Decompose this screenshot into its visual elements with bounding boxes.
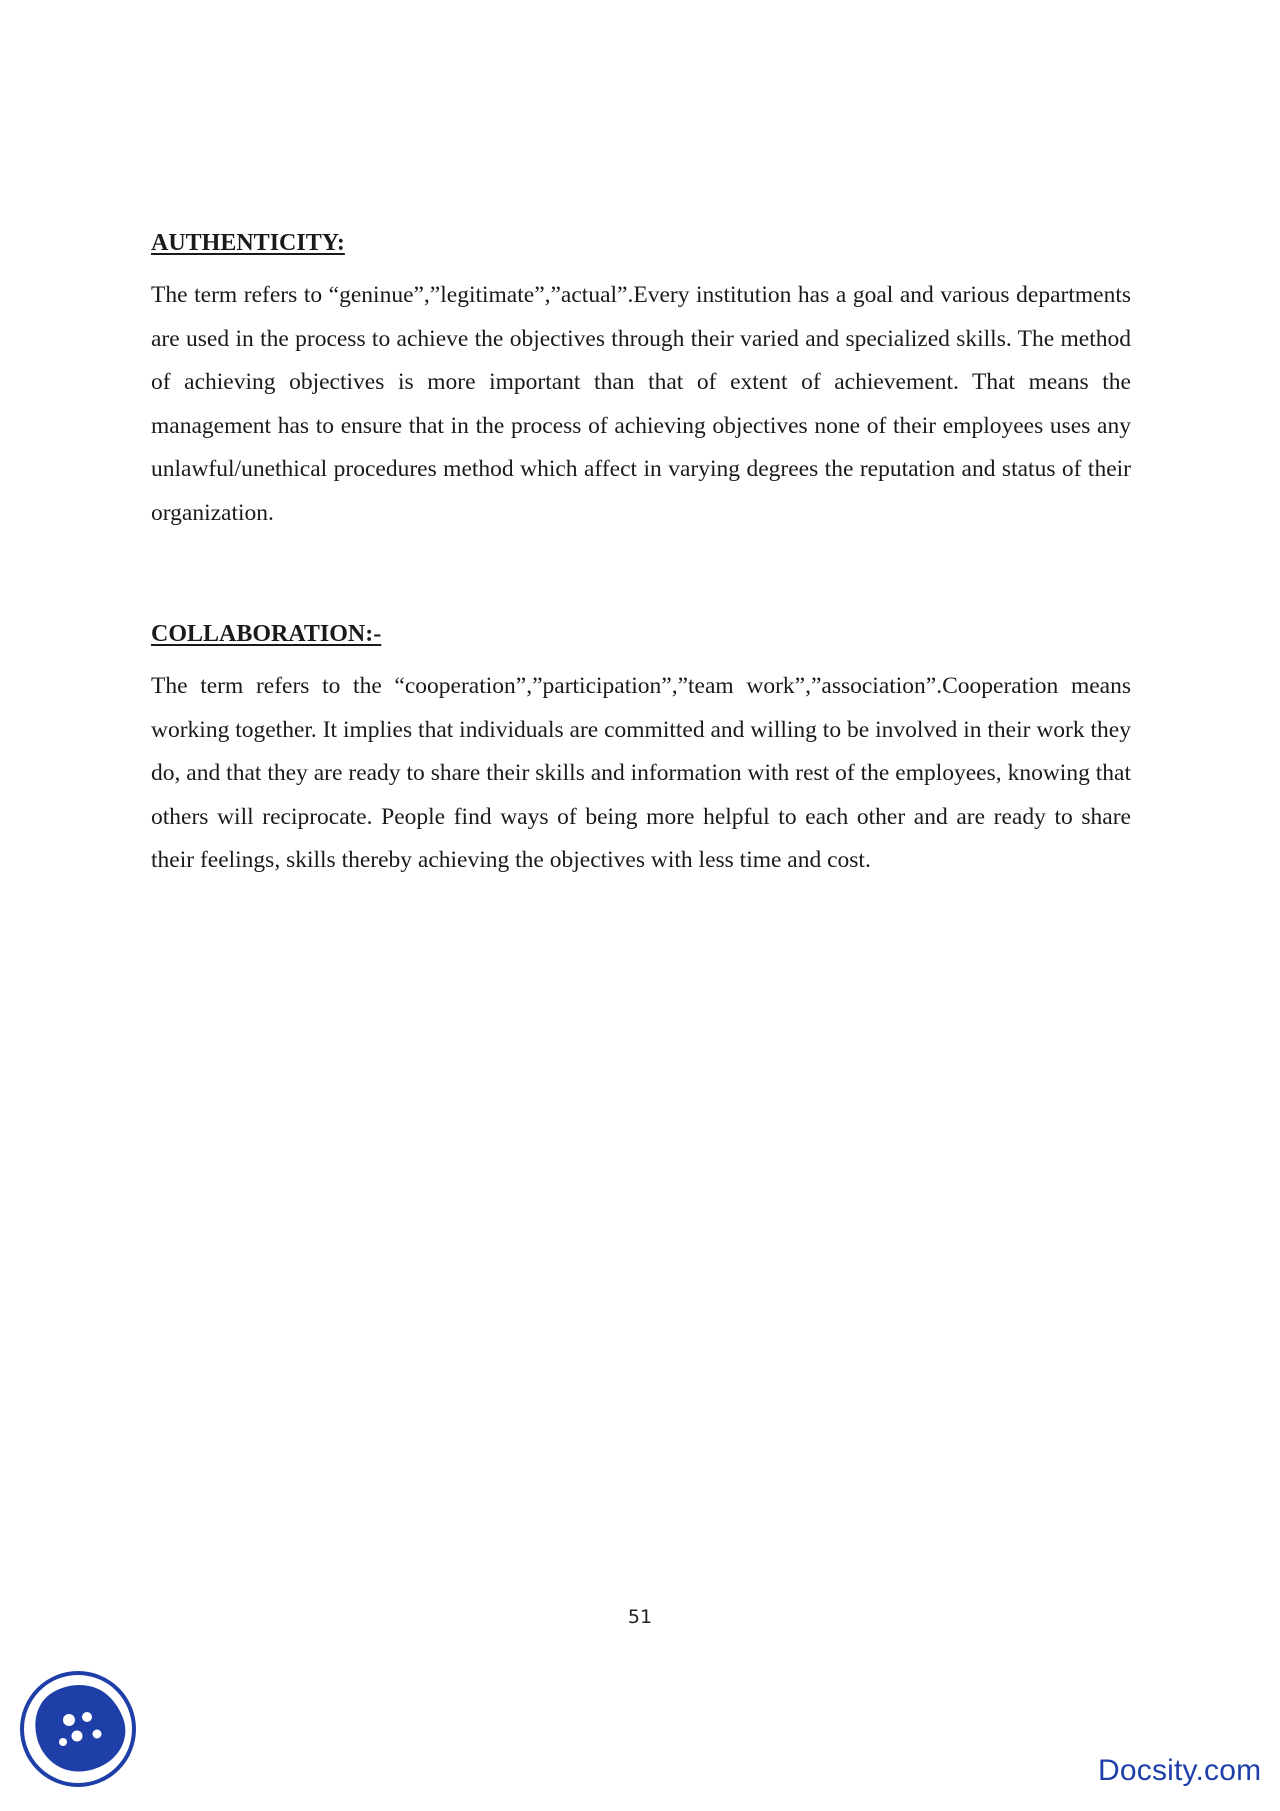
section-paragraph: The term refers to “geninue”,”legitimate”,”actual”.Every institution has a goal and various departments are used in the process to achieve the objectives through their varied and specialized skills. The method of achieving objectives is more important than that of extent of achievement. That means the management has to ensure that in the process of achieving objectives none of their employees uses any unlawful/unethical procedures method which affect in varying degrees the reputation and status of their organization. [151,282,1131,526]
section-paragraph: The term refers to the “cooperation”,”participation”,”team work”,”association”.Cooperation means working together. It implies that individuals are committed and willing to be involved in their work they do, and that they are ready to share their skills and information with rest of the employees, knowing that others will reciprocate. People find ways of being more helpful to each other and are ready to share their feelings, skills thereby achieving the objectives with less time and cost. [151,673,1131,873]
docsity-logo-icon[interactable] [19,1670,137,1788]
section-heading: COLLABORATION:- [151,621,382,647]
page-number: 51 [627,1606,653,1628]
section-heading: AUTHENTICITY: [151,230,345,256]
section-collaboration [151,617,1131,883]
docsity-watermark[interactable]: Docsity.com [1098,1754,1262,1787]
section-authenticity [151,226,1131,535]
